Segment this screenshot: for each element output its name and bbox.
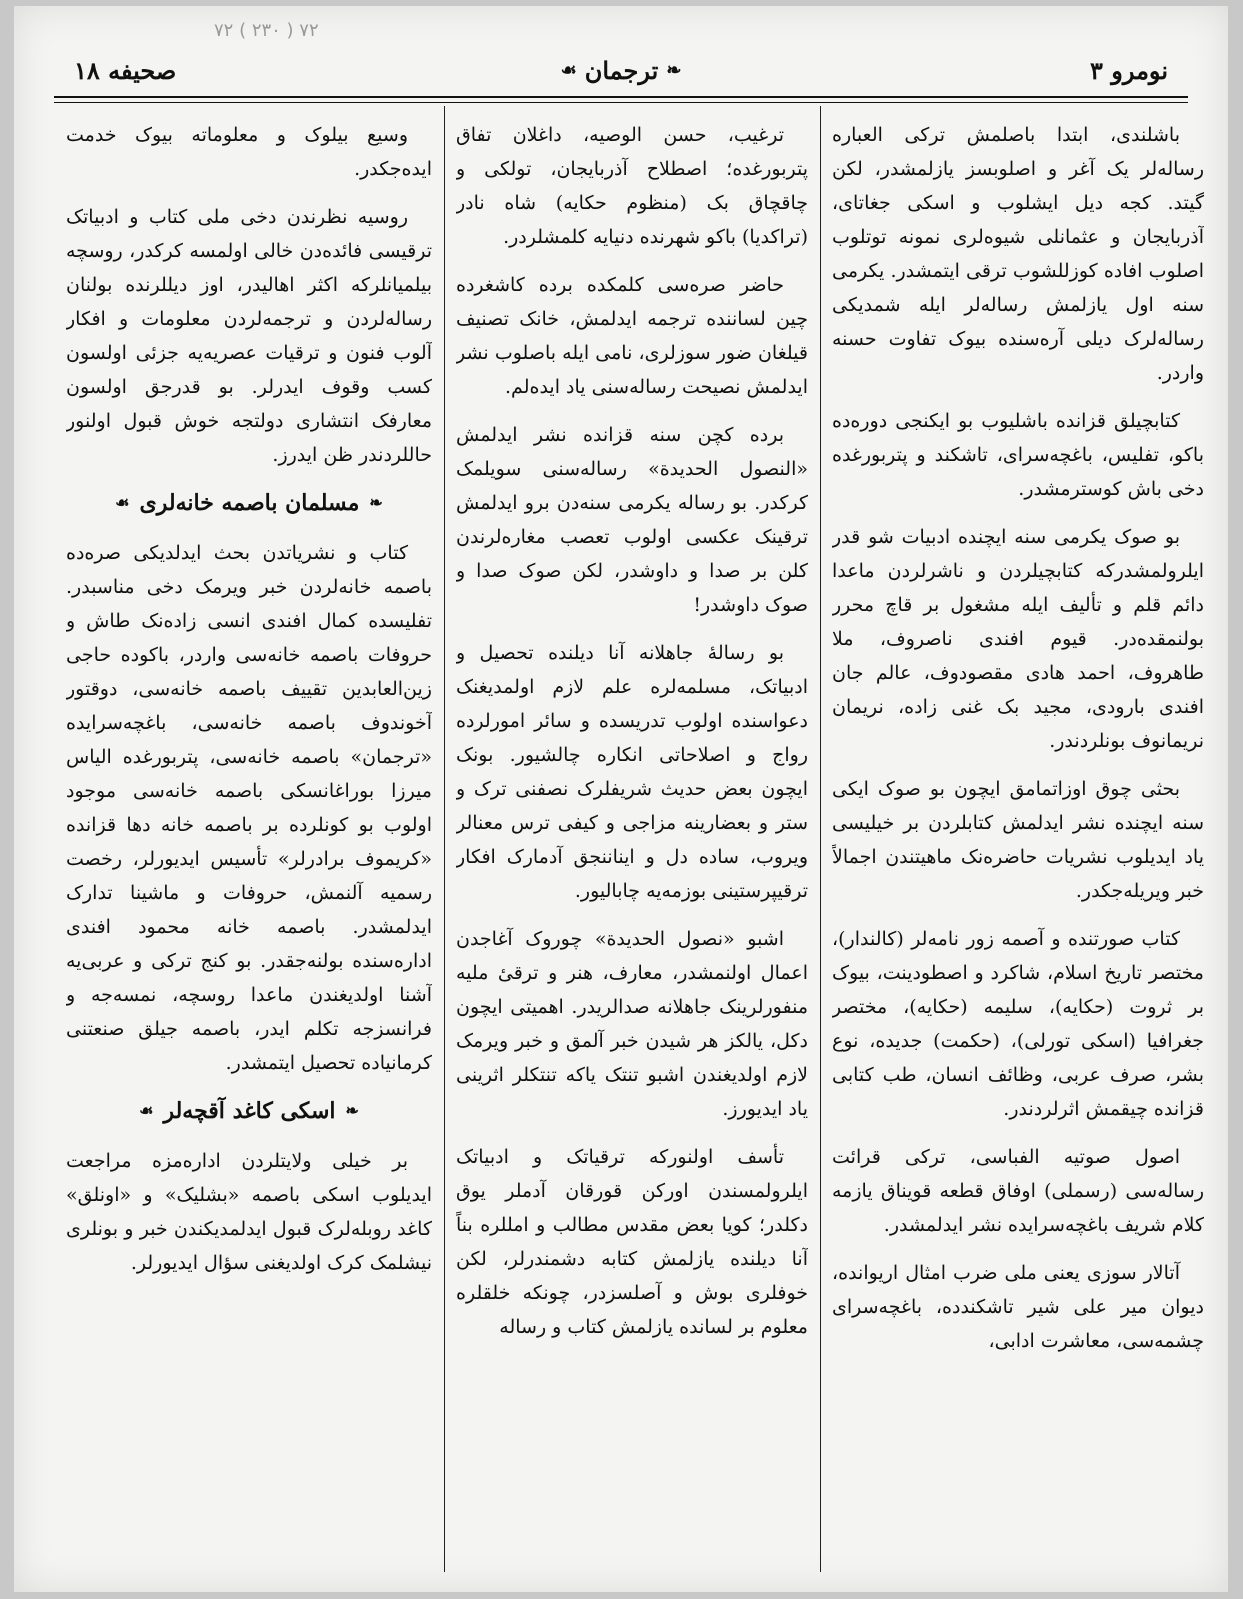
paragraph: بو صوک یکرمی سنه ایچنده ادبیات شو قدر ایلرولمشدرکه کتابچیلردن و ناشرلردن ماعدا دائم قلم و تألیف ایله مشغول بر قاچ محرر بولنمقده‌در. قیوم افندی ناصروف، ملا طاهروف، احمد هادی مقصودوف، عالم جان افندی بارودی، مجید بک غنی زاده، نریمان نریمانوف بونلردندر. (832, 526, 1204, 752)
issue-number: نومرو ۳ (1089, 56, 1168, 85)
column-left (66, 118, 432, 1572)
column-divider (444, 106, 445, 1572)
header-rule (54, 96, 1188, 98)
ornament-icon: ❧ (666, 60, 682, 81)
paragraph: باشلندی، ابتدا باصلمش ترکی العباره رساله‌لر یک آغر و اصلوبسز یازلمشدر، لکن گیتد. کجه دیل ایشلوب و اسکی جغاتای، آذربایجان و عثمانلی شیوه‌لری نمونه توتلوب اصلوب افاده کوزللشوب ترقی ایتمشدر. یکرمی سنه اول یازلمش رساله‌لر ایله شمدیکی رساله‌لرک دیلی آره‌سنده بیوک تفاوت حسنه واردر. (832, 124, 1204, 384)
paragraph: کتابچیلق قزانده باشلیوب بو ایکنجی دوره‌ده باکو، تفلیس، باغچه‌سرای، تاشکند و پتربورغده دخی باش کوسترمشدر. (832, 410, 1204, 500)
paragraph: کتاب صورتنده و آصمه زور نامه‌لر (کالندار)، مختصر تاریخ اسلام، شاکرد و اصطودینت، بیوک بر ثروت (حکایه)، سلیمه (حکایه)، مختصر جغرافیا (اسکی تورلی)، (حکمت) جدیده، نوع بشر، صرف عربی، وظائف انسان، طب کتابی قزانده چیقمش اثرلردندر. (832, 928, 1204, 1120)
paragraph: اصول صوتیه الفباسی، ترکی قرائت رساله‌سی (رسملی) اوفاق قطعه قویناق یازمه کلام شریف باغچه‌سرایده نشر ایدلمشدر. (832, 1146, 1204, 1236)
paragraph: تأسف اولنورکه ترقیاتک و ادبیاتک ایلرولمسندن اورکن قورقان آدملر یوق دکلدر؛ کویا بعض مقدس مطالب و امللره بناً آنا دیلنده یازلمش کتابه دشمندرلر، لکن خوفلری بوش و آصلسزدر، چونکه خلقلره معلوم بر لسانده یازلمش کتاب و رساله (456, 1146, 808, 1338)
newspaper-title-block (561, 56, 682, 85)
paragraph: بحثی چوق اوزاتمامق ایچون بو صوک ایکی سنه ایچنده نشر ایدلمش کتابلردن بر خیلیسی یاد ایدیلوب نشریات حاضره‌نک ماهیتندن اجمالاً خبر ویریله‌جکدر. (832, 778, 1204, 902)
newspaper-title: ترجمان (584, 56, 659, 85)
paragraph: ترغیب، حسن الوصیه، داغلان تفاق پتربورغده؛ اصطلاح آذربایجان، تولکی و چاقچاق بک (منظوم حکایه) شاه نادر (تراکدیا) باکو شهرنده دنیایه کلمشلردر. (456, 124, 808, 248)
section-heading-text: اسکی کاغد آقچه‌لر (163, 1098, 336, 1124)
column-divider (820, 106, 821, 1572)
column-right (832, 118, 1204, 1572)
masthead (54, 50, 1188, 100)
section-heading-text: مسلمان باصمه خانه‌لری (139, 490, 360, 516)
paragraph: بو رسالهٔ جاهلانه آنا دیلنده تحصیل و ادبیاتک، مسلمه‌لره علم لازم اولمدیغنک دعواسنده اولوب تدریسده و سائر امورلرده رواج و اصلاحاتی انکاره چالشیور. بونک ایچون بعض حدیث شریفلرک نصفنی ترک و ستر و بعضارینه مزاجی و کیفی ترس معنالر ویروب، ساده دل و ایناننجق آدمارک افکار ترقیپرستینی بوزمه‌یه چابالیور. (456, 642, 808, 902)
newspaper-page (14, 6, 1228, 1592)
ornament-icon: ☙ (139, 1101, 154, 1120)
pencil-annotation: ۷۲ ( ۲۳۰ ) ۷۲ (214, 20, 319, 41)
ornament-icon: ☙ (560, 60, 577, 81)
paragraph: وسیع بیلوک و معلوماته بیوک خدمت ایده‌جکدر. (66, 124, 432, 180)
paragraph: بر خیلی ولایتلردن اداره‌مزه مراجعت ایدیلوب اسکی باصمه «بشلیک» و «اونلق» کاغد روبله‌لرک قبول ایدلمدیکندن خبر و بونلری نیشلمک کرک اولدیغنی سؤال ایدیورلر. (66, 1150, 432, 1274)
paragraph: اشبو «نصول الحدیدة» چوروک آغاجدن اعمال اولنمشدر، معارف، هنر و ترقیٔ ملیه منفورلرینک جاهلانه صدالریدر. اهمیتی ایچون دکل، یالکز هر شیدن خبر آلمق و خبر ویرمک لازم اولدیغندن اشبو تنتک یاکه تنتکلر اثرینی یاد ایدیورز. (456, 928, 808, 1120)
header-rule-thin (54, 102, 1188, 103)
paragraph: روسیه نظرندن دخی ملی کتاب و ادبیاتک ترقیسی فائده‌دن خالی اولمسه کرکدر، روسچه بیلمیانلرکه اکثر اهالیدر، اوز دیللرنده بولنان رساله‌لردن و ترجمه‌لردن معلومات و افکار آلوب فنون و ترقیات عصریه‌یه جزئی اولسون کسب وقوف ایدرلر. بو قدرجق اولسون معارفک انتشاری دولتجه خوش قبول اولنور حاللردندر ظن ایدرز. (66, 206, 432, 466)
page-number: صحیفه ۱۸ (74, 56, 177, 85)
section-heading (66, 1094, 432, 1128)
paragraph: برده کچن سنه قزانده نشر ایدلمش «النصول الحدیدة» رساله‌سنی سویلمک کرکدر. بو رساله یکرمی سنه‌دن برو ایدلمش ترقینک عکسی اولوب تعصب مغاره‌لرندن کلن بر صدا و داوشدر، لکن صوک صدا و صوک داوشدر! (456, 424, 808, 616)
paragraph: آتالار سوزی یعنی ملی ضرب امثال اریوانده، دیوان میر علی شیر تاشکندده، باغچه‌سرای چشمه‌سی، معاشرت ادابی، (832, 1262, 1204, 1352)
paragraph: حاضر صره‌سی کلمکده برده کاشغرده چین لساننده ترجمه ایدلمش، خانک تصنیف قیلغان ضور سوزلری، نامی ایله باصلوب نشر ایدلمش نصیحت رساله‌سنی یاد ایده‌لم. (456, 274, 808, 398)
paragraph: کتاب و نشریاتدن بحث ایدلدیکی صره‌ده باصمه خانه‌لردن خبر ویرمک دخی مناسبدر. تفلیسده کمال افندی انسی زاده‌نک طاش و حروفات باصمه خانه‌سی واردر، باکوده حاجی زین‌العابدین تقییف باصمه خانه‌سی، دوقتور آخوندوف باصمه خانه‌سی، باغچه‌سرایده «ترجمان» باصمه خانه‌سی، پتربورغده الیاس میرزا بوراغانسکی باصمه خانه‌سی موجود اولوب بو کونلرده بر باصمه خانه دها قزانده «کریموف برادرلر» تأسیس ایدیورلر، رخصت رسمیه آلنمش، حروفات و ماشینا تدارک ایدلمشدر. باصمه خانه محمود افندی اداره‌سنده بولنه‌جقدر. بو کنج ترکی و عربی‌یه آشنا اولدیغندن ماعدا روسچه، نمسه‌جه و فرانسزجه تکلم ایدر، باصمه جیلق صنعتنی کرمانیاده تحصیل ایتمشدر. (66, 542, 432, 1074)
ornament-icon: ❧ (345, 1101, 359, 1120)
section-heading (66, 486, 432, 520)
ornament-icon: ☙ (115, 493, 130, 512)
column-middle (456, 118, 808, 1572)
ornament-icon: ❧ (369, 493, 383, 512)
